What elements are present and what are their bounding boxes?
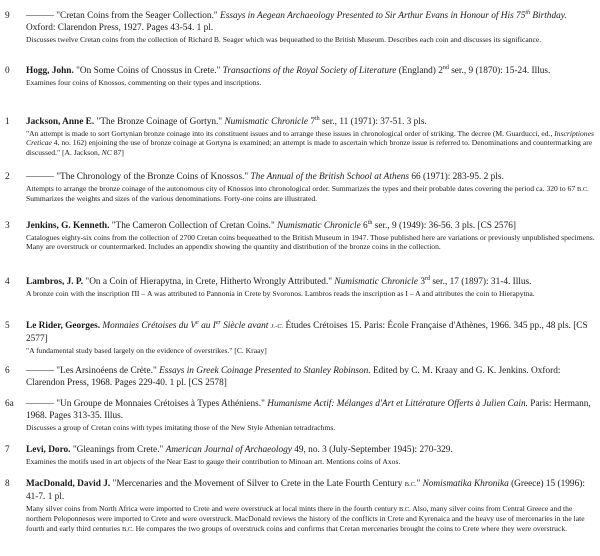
entry-publication: Numismatic Chronicle	[277, 221, 361, 231]
author-dash: ———	[26, 399, 54, 409]
author-dash: ———	[26, 172, 54, 182]
entry-publication: American Journal of Archaeology	[165, 445, 292, 455]
entry-annotation: Catalogues eighty-six coins from the collection of 2700 Cretan coins bequeathed to the British Museum in 1947. Those published here are variations or previously unpublished specimens. Many are overstruck or countermarked. Includes an appendix showing the quantity and distribution of the bronze coins in the collection.	[26, 232, 595, 252]
author-dash: ———	[26, 11, 54, 21]
entry-citation	[26, 365, 595, 389]
entry-publication: Humanisme Actif: Mélanges d'Art et Littérature Offerts à Julien Cain.	[267, 399, 528, 409]
entry-title: "The Chronology of the Bronze Coins of Knossos."	[56, 172, 249, 182]
entry-citation	[26, 398, 595, 422]
entry-author: Hogg, John.	[26, 66, 74, 76]
entry-author: Jackson, Anne E.	[26, 117, 95, 127]
entry-author: MacDonald, David J.	[26, 479, 111, 489]
entry-details: 49, no. 3 (July-September 1945): 270-329.	[294, 445, 453, 455]
entry-publication: Essays in Greek Coinage Presented to Stanley Robinson.	[159, 366, 371, 376]
entry-citation	[26, 171, 595, 183]
entry-citation	[26, 444, 595, 456]
entry-number: 8	[5, 479, 10, 489]
entry-author: Jenkins, G. Kenneth.	[26, 221, 110, 231]
entry-citation	[26, 478, 595, 503]
entry-author: Lambros, J. P.	[26, 277, 84, 287]
entry-title: "The Cameron Collection of Cretan Coins."	[111, 221, 275, 231]
entry-annotation: Attempts to arrange the bronze coinage of the autonomous city of Knossos into chronological order. Summarizes the types and their probable dates covering the period ca. 320 to 67 B.C. Summarizes the weights and sizes of the various denominations. Forty-one coins are illustrated.	[26, 183, 589, 204]
entry-details: ser., 17 (1897): 31-4. Illus.	[432, 277, 532, 287]
entry-annotation: "A fundamental study based largely on the evidence of overstrikes." [C. Kraay]	[26, 345, 267, 355]
entry-title: "Gleanings from Crete."	[72, 445, 164, 455]
entry-author: Levi, Doro.	[26, 445, 71, 455]
entry-annotation: Discusses a group of Cretan coins with types imitating those of the New Style Athenian tetradrachms.	[26, 422, 336, 432]
entry-title: "The Bronze Coinage of Gortyn."	[96, 117, 223, 127]
entry-details: Études Crétoises 15. Paris: École Française d'Athènes, 1966. 345 pp., 48 pls. [CS 2577]	[26, 321, 588, 344]
entry-number: 7	[5, 445, 10, 455]
entry-details: 66 (1971): 283-95. 2 pls.	[411, 172, 504, 182]
entry-publication: The Annual of the British School at Athens	[250, 172, 409, 182]
entry-publication: Transactions of the Royal Society of Literature	[222, 66, 397, 76]
entry-number: 6	[5, 366, 10, 376]
entry-citation: Jackson, Anne E. "The Bronze Coinage of Gortyn." Numismatic Chronicle 7th ser., 11 (1971): 37-51. 3 pls.	[26, 115, 427, 127]
entry-publication: Essays in Aegean Archaeology Presented to Sir Arthur Evans in Honour of His 75th Birthday.	[220, 9, 567, 21]
entry-details: ser., 11 (1971): 37-51. 3 pls.	[322, 117, 427, 127]
entry-details: Edited by C. M. Kraay and G. K. Jenkins. Oxford: Clarendon Press, 1968. Pages 229-40. 1 pl. [CS 2578]	[26, 366, 561, 388]
entry-title: "Les Arsinoéens de Crète."	[56, 366, 157, 376]
entry-details: Paris: Hermann, 1968. Pages 313-35. Illus.	[26, 399, 591, 421]
entry-citation: Jenkins, G. Kenneth. "The Cameron Collection of Cretan Coins." Numismatic Chronicle 6th ser., 9 (1949): 36-56. 3 pls. [CS 2576]	[26, 219, 516, 231]
entry-details: (Greece) 15 (1996): 41-7. 1 pl.	[26, 479, 585, 502]
entry-details: ser., 9 (1949): 36-56. 3 pls. [CS 2576]	[374, 221, 516, 231]
entry-annotation: "An attempt is made to sort Gortynian bronze coinage into its constituent issues and to arrange these issues in chronological order of striking. The decree (M. Guarducci, ed., Inscriptiones Creticae 4, no. 162) enjoining the use of bronze coinage at Gortyna is examined; an attempt is made to ascertain which bronze issue is referred to. Denominations and countermarking are discussed." [A. Jackson, NC 87]	[26, 128, 594, 157]
entry-number: 9	[5, 11, 10, 21]
entry-citation: Lambros, J. P. "On a Coin of Hierapytna, in Crete, Hitherto Wrongly Attributed." Numismatic Chronicle 3rd ser., 17 (1897): 31-4. Illus.	[26, 275, 532, 287]
entry-details: (England) 2nd ser., 9 (1870): 15-24. Illus.	[398, 64, 551, 76]
entry-title: "Cretan Coins from the Seager Collection."	[56, 11, 218, 21]
entry-publication: Monnaies Crétoises du Ve au Ier Siècle avant J.-C.	[102, 319, 284, 331]
entry-annotation: Discusses twelve Cretan coins from the collection of Richard B. Seager which was bequeathed to the British Museum. Describes each coin and discusses its significance.	[26, 34, 542, 44]
entry-title: "On a Coin of Hierapytna, in Crete, Hitherto Wrongly Attributed."	[85, 277, 333, 287]
entry-annotation: A bronze coin with the inscription ΠΙ – A was attributed to Pannonia in Crete by Svoronos. Lambros reads the inscription as I – A and attributes the coin to Hierapytna.	[26, 288, 535, 298]
entry-annotation: Examines four coins of Knossos, commenting on their types and inscriptions.	[26, 77, 262, 87]
entry-author: Le Rider, Georges.	[26, 321, 101, 331]
entry-number: 1	[5, 117, 10, 127]
entry-title: "Un Groupe de Monnaies Crétoises à Types Athéniens."	[56, 399, 265, 409]
entry-citation	[26, 10, 595, 34]
entry-number: 6a	[5, 399, 14, 409]
entry-citation	[26, 320, 595, 345]
entry-publication: Numismatic Chronicle	[224, 117, 309, 127]
entry-annotation: Many silver coins from North Africa were imported to Crete and were overstruck at local mints there in the fourth century B.C. Also, many silver coins from Central Greece and the northern Peloponnesos were imported to Crete and were overstruck. MacDonald reviews the history of the conflicts in Crete and Kyrenaica and the heavy use of mercenaries in the late fourth and early third centuries B.C. He compares the two groups of overstruck coins and confirms that Cretan mercenaries brought the coins to Crete where they were overstruck.	[26, 503, 585, 533]
entry-citation	[26, 65, 595, 77]
entry-annotation: Examines the motifs used in art objects of the Near East to gauge their contribution to Minoan art. Mentions coins of Axos.	[26, 456, 401, 466]
entry-title: "On Some Coins of Cnossus in Crete."	[76, 66, 221, 76]
entry-number: 4	[5, 277, 10, 287]
entry-number: 2	[5, 172, 10, 182]
entry-title: "Mercenaries and the Movement of Silver to Crete in the Late Fourth Century B.C."	[112, 479, 421, 489]
entry-publication: Nomismatika Khronika	[422, 479, 509, 489]
entry-publication: Numismatic Chronicle	[334, 277, 418, 287]
entry-number: 0	[5, 66, 10, 76]
entry-number: 3	[5, 221, 10, 231]
entry-details: Oxford: Clarendon Press, 1927. Pages 43-54. 1 pl.	[26, 23, 214, 33]
author-dash: ———	[26, 366, 54, 376]
entry-number: 5	[5, 321, 10, 331]
